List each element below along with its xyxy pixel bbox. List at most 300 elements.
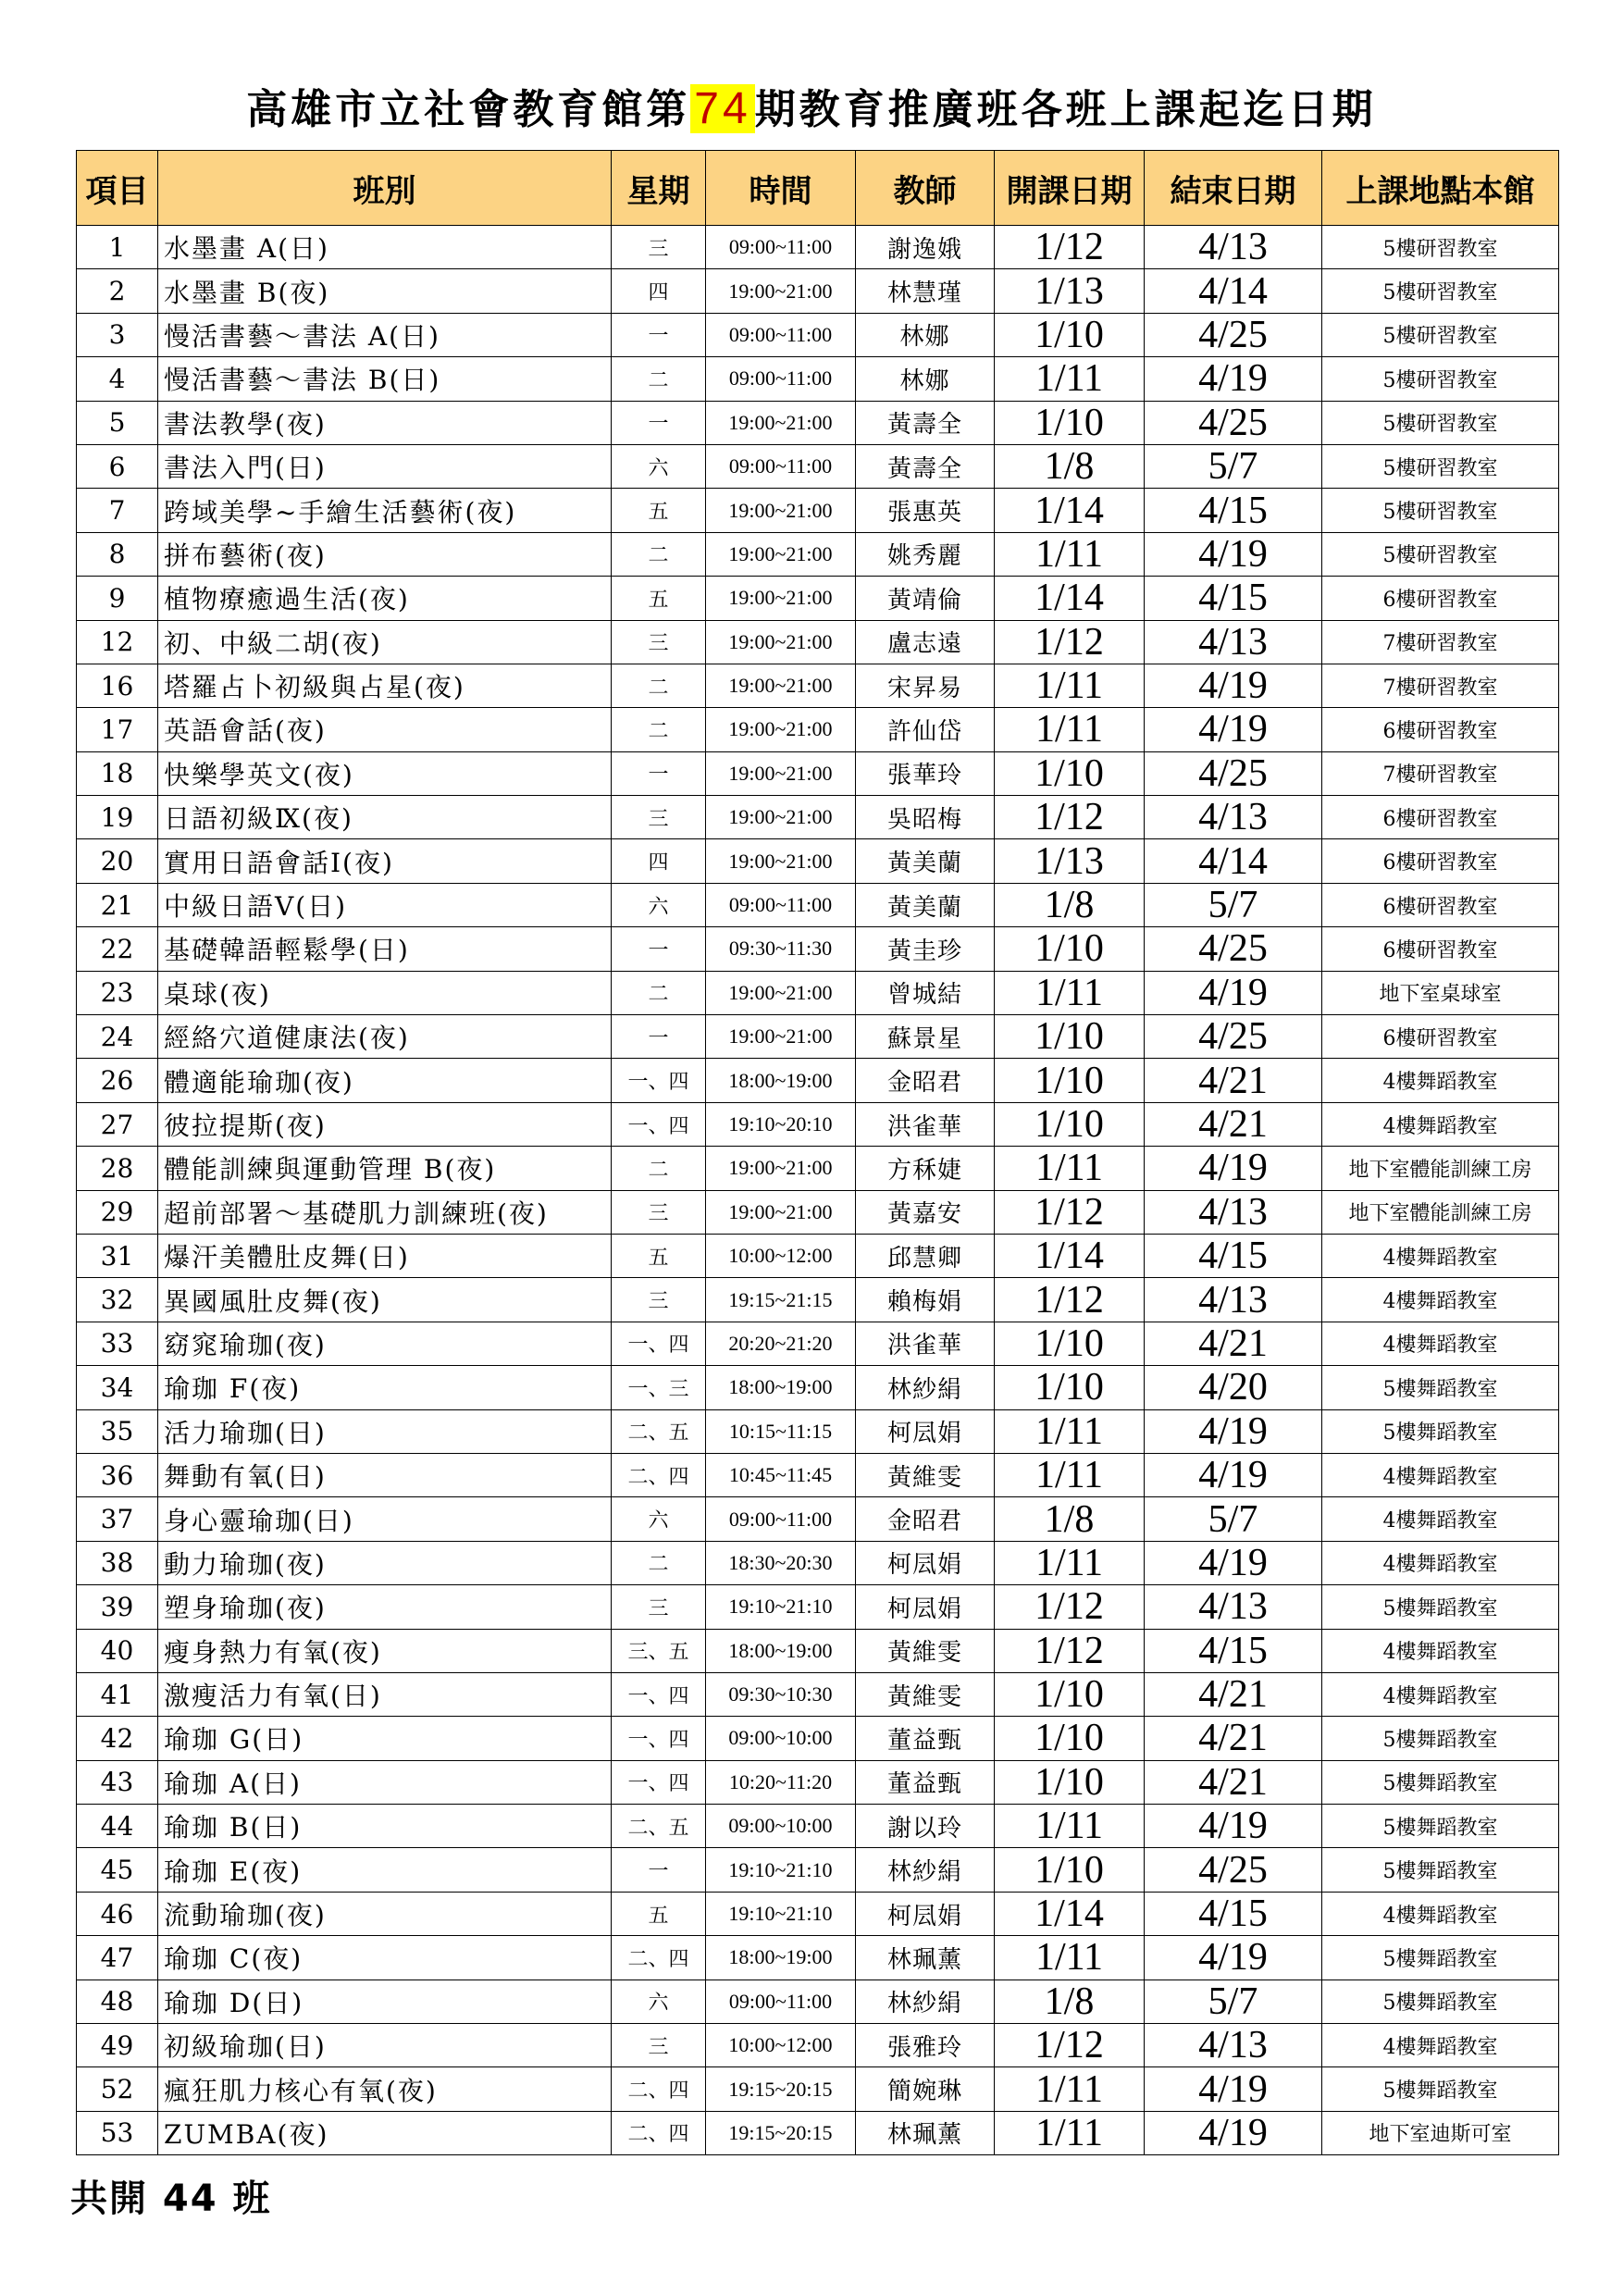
cell-location: 5樓研習教室 xyxy=(1322,269,1559,313)
cell-start-date: 1/11 xyxy=(995,971,1145,1014)
cell-class-name: 快樂學英文(夜) xyxy=(158,751,612,795)
cell-time: 19:00~21:00 xyxy=(706,1190,856,1234)
cell-location: 5樓研習教室 xyxy=(1322,313,1559,356)
cell-end-date: 4/21 xyxy=(1145,1322,1322,1365)
cell-location: 4樓舞蹈教室 xyxy=(1322,1059,1559,1102)
table-row xyxy=(77,401,1559,444)
table-row xyxy=(77,1102,1559,1146)
schedule-table xyxy=(76,150,1559,2155)
cell-weekday: 二 xyxy=(612,1541,706,1584)
table-row xyxy=(77,1672,1559,1716)
cell-start-date: 1/13 xyxy=(995,839,1145,883)
cell-weekday: 二、四 xyxy=(612,2111,706,2154)
cell-teacher: 方秝婕 xyxy=(856,1147,995,1190)
cell-start-date: 1/11 xyxy=(995,1936,1145,1980)
cell-no: 18 xyxy=(77,751,158,795)
cell-location: 5樓研習教室 xyxy=(1322,444,1559,488)
table-row xyxy=(77,1629,1559,1672)
cell-teacher: 林紗絹 xyxy=(856,1366,995,1409)
cell-weekday: 二、四 xyxy=(612,1453,706,1496)
cell-class-name: 書法教學(夜) xyxy=(158,401,612,444)
table-row xyxy=(77,1805,1559,1848)
cell-location: 5樓舞蹈教室 xyxy=(1322,1848,1559,1892)
cell-start-date: 1/14 xyxy=(995,1234,1145,1277)
cell-weekday: 一、三 xyxy=(612,1366,706,1409)
table-row xyxy=(77,796,1559,839)
cell-weekday: 一、四 xyxy=(612,1717,706,1760)
cell-teacher: 邱慧卿 xyxy=(856,1234,995,1277)
cell-no: 7 xyxy=(77,489,158,532)
cell-start-date: 1/14 xyxy=(995,489,1145,532)
cell-location: 6樓研習教室 xyxy=(1322,708,1559,751)
cell-weekday: 三 xyxy=(612,796,706,839)
total-classes: 共開 44 班 xyxy=(70,2178,272,2220)
cell-start-date: 1/12 xyxy=(995,796,1145,839)
cell-teacher: 董益甄 xyxy=(856,1760,995,1804)
cell-class-name: 瑜珈 G(日) xyxy=(158,1717,612,1760)
header-weekday: 星期 xyxy=(612,151,706,226)
cell-no: 17 xyxy=(77,708,158,751)
cell-location: 5樓舞蹈教室 xyxy=(1322,1409,1559,1453)
header-row xyxy=(77,151,1559,226)
cell-start-date: 1/12 xyxy=(995,620,1145,664)
cell-time: 19:00~21:00 xyxy=(706,751,856,795)
cell-weekday: 六 xyxy=(612,1980,706,2023)
cell-start-date: 1/12 xyxy=(995,1629,1145,1672)
cell-class-name: 中級日語Ⅴ(日) xyxy=(158,883,612,926)
cell-time: 10:20~11:20 xyxy=(706,1760,856,1804)
cell-weekday: 三 xyxy=(612,1585,706,1629)
cell-time: 09:00~10:00 xyxy=(706,1717,856,1760)
cell-teacher: 林紗絹 xyxy=(856,1980,995,2023)
cell-teacher: 簡婉琳 xyxy=(856,2067,995,2111)
cell-no: 42 xyxy=(77,1717,158,1760)
table-row xyxy=(77,751,1559,795)
cell-class-name: 瑜珈 F(夜) xyxy=(158,1366,612,1409)
cell-end-date: 4/13 xyxy=(1145,2024,1322,2067)
cell-time: 19:00~21:00 xyxy=(706,1147,856,1190)
table-row xyxy=(77,1190,1559,1234)
cell-no: 21 xyxy=(77,883,158,926)
cell-end-date: 4/19 xyxy=(1145,1541,1322,1584)
cell-start-date: 1/10 xyxy=(995,1366,1145,1409)
cell-teacher: 董益甄 xyxy=(856,1717,995,1760)
cell-start-date: 1/14 xyxy=(995,1892,1145,1935)
table-row xyxy=(77,1760,1559,1804)
table-row xyxy=(77,1541,1559,1584)
table-row xyxy=(77,1585,1559,1629)
cell-class-name: 基礎韓語輕鬆學(日) xyxy=(158,927,612,971)
cell-class-name: 身心靈瑜珈(日) xyxy=(158,1497,612,1541)
cell-start-date: 1/10 xyxy=(995,927,1145,971)
cell-weekday: 一 xyxy=(612,401,706,444)
cell-location: 5樓研習教室 xyxy=(1322,226,1559,269)
cell-no: 28 xyxy=(77,1147,158,1190)
cell-teacher: 黃圭珍 xyxy=(856,927,995,971)
table-row xyxy=(77,1497,1559,1541)
cell-start-date: 1/8 xyxy=(995,883,1145,926)
cell-start-date: 1/12 xyxy=(995,1585,1145,1629)
cell-start-date: 1/11 xyxy=(995,2067,1145,2111)
table-row xyxy=(77,1278,1559,1322)
cell-class-name: 日語初級Ⅸ(夜) xyxy=(158,796,612,839)
cell-teacher: 蘇景星 xyxy=(856,1015,995,1059)
cell-time: 18:00~19:00 xyxy=(706,1629,856,1672)
cell-location: 5樓研習教室 xyxy=(1322,489,1559,532)
page-title xyxy=(0,80,1623,140)
table-row xyxy=(77,2024,1559,2067)
cell-end-date: 4/25 xyxy=(1145,313,1322,356)
cell-teacher: 林慧瑾 xyxy=(856,269,995,313)
cell-start-date: 1/10 xyxy=(995,1322,1145,1365)
cell-time: 10:45~11:45 xyxy=(706,1453,856,1496)
cell-no: 44 xyxy=(77,1805,158,1848)
cell-location: 5樓研習教室 xyxy=(1322,357,1559,401)
cell-teacher: 林珮薰 xyxy=(856,2111,995,2154)
cell-teacher: 洪雀華 xyxy=(856,1322,995,1365)
cell-teacher: 柯凨娟 xyxy=(856,1409,995,1453)
cell-time: 19:10~21:10 xyxy=(706,1848,856,1892)
cell-location: 5樓舞蹈教室 xyxy=(1322,1760,1559,1804)
cell-end-date: 5/7 xyxy=(1145,444,1322,488)
cell-time: 19:10~21:10 xyxy=(706,1585,856,1629)
cell-time: 19:00~21:00 xyxy=(706,796,856,839)
table-body xyxy=(77,226,1559,2155)
cell-location: 5樓研習教室 xyxy=(1322,532,1559,576)
cell-no: 37 xyxy=(77,1497,158,1541)
cell-location: 5樓舞蹈教室 xyxy=(1322,1805,1559,1848)
cell-end-date: 4/20 xyxy=(1145,1366,1322,1409)
cell-class-name: 激瘦活力有氧(日) xyxy=(158,1672,612,1716)
cell-end-date: 4/21 xyxy=(1145,1102,1322,1146)
cell-end-date: 4/19 xyxy=(1145,1409,1322,1453)
cell-no: 47 xyxy=(77,1936,158,1980)
cell-end-date: 4/19 xyxy=(1145,1936,1322,1980)
cell-teacher: 黃維雯 xyxy=(856,1672,995,1716)
cell-class-name: 桌球(夜) xyxy=(158,971,612,1014)
cell-start-date: 1/10 xyxy=(995,1848,1145,1892)
cell-start-date: 1/8 xyxy=(995,1497,1145,1541)
cell-teacher: 宋昇易 xyxy=(856,664,995,707)
table-row xyxy=(77,1322,1559,1365)
cell-weekday: 五 xyxy=(612,489,706,532)
cell-no: 35 xyxy=(77,1409,158,1453)
title-prefix: 高雄市立社會教育館第 xyxy=(246,86,691,133)
cell-no: 53 xyxy=(77,2111,158,2154)
cell-end-date: 4/14 xyxy=(1145,269,1322,313)
cell-class-name: 瑜珈 A(日) xyxy=(158,1760,612,1804)
cell-time: 19:00~21:00 xyxy=(706,620,856,664)
cell-start-date: 1/11 xyxy=(995,1805,1145,1848)
cell-location: 地下室體能訓練工房 xyxy=(1322,1147,1559,1190)
cell-class-name: 舞動有氧(日) xyxy=(158,1453,612,1496)
cell-time: 09:00~11:00 xyxy=(706,1497,856,1541)
cell-weekday: 一 xyxy=(612,1848,706,1892)
cell-no: 19 xyxy=(77,796,158,839)
cell-weekday: 一、四 xyxy=(612,1059,706,1102)
cell-location: 5樓舞蹈教室 xyxy=(1322,1717,1559,1760)
cell-teacher: 柯凨娟 xyxy=(856,1892,995,1935)
cell-time: 09:30~11:30 xyxy=(706,927,856,971)
cell-weekday: 四 xyxy=(612,839,706,883)
table-row xyxy=(77,1147,1559,1190)
cell-class-name: 英語會話(夜) xyxy=(158,708,612,751)
cell-class-name: 異國風肚皮舞(夜) xyxy=(158,1278,612,1322)
cell-location: 5樓舞蹈教室 xyxy=(1322,1366,1559,1409)
cell-teacher: 黃壽全 xyxy=(856,444,995,488)
cell-location: 4樓舞蹈教室 xyxy=(1322,1629,1559,1672)
cell-start-date: 1/12 xyxy=(995,2024,1145,2067)
cell-start-date: 1/8 xyxy=(995,444,1145,488)
table-row xyxy=(77,313,1559,356)
cell-class-name: 彼拉提斯(夜) xyxy=(158,1102,612,1146)
cell-start-date: 1/12 xyxy=(995,226,1145,269)
cell-weekday: 二、四 xyxy=(612,1936,706,1980)
cell-teacher: 黃嘉安 xyxy=(856,1190,995,1234)
cell-class-name: 活力瑜珈(日) xyxy=(158,1409,612,1453)
cell-no: 39 xyxy=(77,1585,158,1629)
cell-end-date: 4/19 xyxy=(1145,708,1322,751)
cell-start-date: 1/10 xyxy=(995,401,1145,444)
cell-class-name: ZUMBA(夜) xyxy=(158,2111,612,2154)
cell-weekday: 一 xyxy=(612,313,706,356)
cell-end-date: 4/25 xyxy=(1145,1015,1322,1059)
cell-time: 20:20~21:20 xyxy=(706,1322,856,1365)
cell-end-date: 4/21 xyxy=(1145,1672,1322,1716)
cell-end-date: 4/19 xyxy=(1145,357,1322,401)
cell-teacher: 姚秀麗 xyxy=(856,532,995,576)
cell-no: 31 xyxy=(77,1234,158,1277)
cell-location: 5樓舞蹈教室 xyxy=(1322,1936,1559,1980)
cell-time: 09:00~11:00 xyxy=(706,226,856,269)
cell-class-name: 瑜珈 C(夜) xyxy=(158,1936,612,1980)
cell-teacher: 黃壽全 xyxy=(856,401,995,444)
cell-location: 4樓舞蹈教室 xyxy=(1322,1102,1559,1146)
cell-start-date: 1/11 xyxy=(995,2111,1145,2154)
cell-start-date: 1/13 xyxy=(995,269,1145,313)
cell-start-date: 1/8 xyxy=(995,1980,1145,2023)
cell-location: 6樓研習教室 xyxy=(1322,1015,1559,1059)
cell-teacher: 賴梅娟 xyxy=(856,1278,995,1322)
cell-time: 19:15~21:15 xyxy=(706,1278,856,1322)
cell-no: 26 xyxy=(77,1059,158,1102)
cell-teacher: 張華玲 xyxy=(856,751,995,795)
cell-time: 18:00~19:00 xyxy=(706,1059,856,1102)
cell-weekday: 五 xyxy=(612,1892,706,1935)
cell-teacher: 張雅玲 xyxy=(856,2024,995,2067)
cell-end-date: 4/13 xyxy=(1145,1585,1322,1629)
cell-location: 7樓研習教室 xyxy=(1322,620,1559,664)
cell-start-date: 1/12 xyxy=(995,1190,1145,1234)
cell-no: 12 xyxy=(77,620,158,664)
cell-end-date: 4/19 xyxy=(1145,971,1322,1014)
table-row xyxy=(77,708,1559,751)
cell-location: 5樓研習教室 xyxy=(1322,401,1559,444)
cell-weekday: 四 xyxy=(612,269,706,313)
header-end-date: 結束日期 xyxy=(1145,151,1322,226)
cell-location: 4樓舞蹈教室 xyxy=(1322,1541,1559,1584)
cell-class-name: 體能訓練與運動管理 B(夜) xyxy=(158,1147,612,1190)
cell-weekday: 六 xyxy=(612,444,706,488)
cell-no: 33 xyxy=(77,1322,158,1365)
cell-start-date: 1/11 xyxy=(995,1453,1145,1496)
cell-weekday: 三 xyxy=(612,1278,706,1322)
cell-weekday: 二 xyxy=(612,532,706,576)
cell-class-name: 經絡穴道健康法(夜) xyxy=(158,1015,612,1059)
cell-no: 52 xyxy=(77,2067,158,2111)
cell-location: 地下室桌球室 xyxy=(1322,971,1559,1014)
cell-no: 29 xyxy=(77,1190,158,1234)
table-row xyxy=(77,839,1559,883)
cell-location: 地下室體能訓練工房 xyxy=(1322,1190,1559,1234)
cell-start-date: 1/10 xyxy=(995,1102,1145,1146)
cell-weekday: 一、四 xyxy=(612,1672,706,1716)
cell-class-name: 塔羅占卜初級與占星(夜) xyxy=(158,664,612,707)
cell-no: 1 xyxy=(77,226,158,269)
table-header xyxy=(77,151,1559,226)
cell-start-date: 1/14 xyxy=(995,577,1145,620)
table-row xyxy=(77,971,1559,1014)
cell-weekday: 二 xyxy=(612,357,706,401)
cell-teacher: 黃美蘭 xyxy=(856,883,995,926)
cell-no: 46 xyxy=(77,1892,158,1935)
cell-class-name: 瑜珈 D(日) xyxy=(158,1980,612,2023)
table-row xyxy=(77,2067,1559,2111)
cell-start-date: 1/11 xyxy=(995,532,1145,576)
cell-location: 5樓舞蹈教室 xyxy=(1322,2067,1559,2111)
cell-weekday: 二、四 xyxy=(612,2067,706,2111)
cell-teacher: 曾城結 xyxy=(856,971,995,1014)
cell-end-date: 4/15 xyxy=(1145,1892,1322,1935)
cell-no: 40 xyxy=(77,1629,158,1672)
cell-teacher: 謝以玲 xyxy=(856,1805,995,1848)
cell-weekday: 一、四 xyxy=(612,1322,706,1365)
cell-class-name: 瘋狂肌力核心有氧(夜) xyxy=(158,2067,612,2111)
cell-end-date: 4/13 xyxy=(1145,796,1322,839)
cell-class-name: 跨域美學~手繪生活藝術(夜) xyxy=(158,489,612,532)
cell-end-date: 4/21 xyxy=(1145,1717,1322,1760)
header-location: 上課地點本館 xyxy=(1322,151,1559,226)
cell-end-date: 4/19 xyxy=(1145,2067,1322,2111)
cell-location: 5樓舞蹈教室 xyxy=(1322,1585,1559,1629)
cell-location: 5樓舞蹈教室 xyxy=(1322,1980,1559,2023)
cell-weekday: 六 xyxy=(612,883,706,926)
cell-teacher: 許仙岱 xyxy=(856,708,995,751)
table-row xyxy=(77,577,1559,620)
cell-time: 10:00~12:00 xyxy=(706,1234,856,1277)
table-row xyxy=(77,883,1559,926)
cell-end-date: 4/19 xyxy=(1145,664,1322,707)
cell-location: 4樓舞蹈教室 xyxy=(1322,1278,1559,1322)
cell-weekday: 一 xyxy=(612,751,706,795)
cell-teacher: 黃維雯 xyxy=(856,1629,995,1672)
cell-end-date: 4/19 xyxy=(1145,1453,1322,1496)
cell-start-date: 1/10 xyxy=(995,1717,1145,1760)
cell-location: 6樓研習教室 xyxy=(1322,839,1559,883)
cell-teacher: 林娜 xyxy=(856,357,995,401)
cell-time: 09:00~11:00 xyxy=(706,444,856,488)
table-row xyxy=(77,357,1559,401)
cell-class-name: 爆汗美體肚皮舞(日) xyxy=(158,1234,612,1277)
cell-weekday: 二 xyxy=(612,708,706,751)
cell-end-date: 4/21 xyxy=(1145,1760,1322,1804)
cell-weekday: 二 xyxy=(612,664,706,707)
cell-time: 19:00~21:00 xyxy=(706,971,856,1014)
cell-class-name: 慢活書藝～書法 B(日) xyxy=(158,357,612,401)
cell-end-date: 4/13 xyxy=(1145,226,1322,269)
table-row xyxy=(77,226,1559,269)
header-start-date: 開課日期 xyxy=(995,151,1145,226)
cell-end-date: 4/19 xyxy=(1145,1147,1322,1190)
cell-end-date: 4/19 xyxy=(1145,2111,1322,2154)
cell-start-date: 1/10 xyxy=(995,1672,1145,1716)
table-row xyxy=(77,1059,1559,1102)
table-row xyxy=(77,1980,1559,2023)
cell-end-date: 4/13 xyxy=(1145,1190,1322,1234)
cell-no: 38 xyxy=(77,1541,158,1584)
cell-weekday: 五 xyxy=(612,577,706,620)
cell-teacher: 林娜 xyxy=(856,313,995,356)
cell-time: 19:00~21:00 xyxy=(706,708,856,751)
cell-end-date: 4/15 xyxy=(1145,1629,1322,1672)
table-row xyxy=(77,2111,1559,2154)
cell-time: 09:00~11:00 xyxy=(706,357,856,401)
cell-end-date: 4/15 xyxy=(1145,1234,1322,1277)
cell-weekday: 二、五 xyxy=(612,1409,706,1453)
cell-weekday: 一 xyxy=(612,927,706,971)
cell-weekday: 五 xyxy=(612,1234,706,1277)
cell-class-name: 超前部署～基礎肌力訓練班(夜) xyxy=(158,1190,612,1234)
cell-class-name: 初、中級二胡(夜) xyxy=(158,620,612,664)
cell-weekday: 三 xyxy=(612,620,706,664)
cell-end-date: 4/21 xyxy=(1145,1059,1322,1102)
cell-end-date: 4/19 xyxy=(1145,532,1322,576)
table-row xyxy=(77,1892,1559,1935)
cell-start-date: 1/11 xyxy=(995,357,1145,401)
cell-time: 19:00~21:00 xyxy=(706,664,856,707)
cell-weekday: 三、五 xyxy=(612,1629,706,1672)
cell-no: 3 xyxy=(77,313,158,356)
table-row xyxy=(77,1366,1559,1409)
cell-time: 19:00~21:00 xyxy=(706,401,856,444)
cell-start-date: 1/10 xyxy=(995,1015,1145,1059)
cell-class-name: 拼布藝術(夜) xyxy=(158,532,612,576)
cell-time: 19:00~21:00 xyxy=(706,269,856,313)
cell-end-date: 4/25 xyxy=(1145,1848,1322,1892)
cell-time: 18:00~19:00 xyxy=(706,1936,856,1980)
cell-teacher: 黃維雯 xyxy=(856,1453,995,1496)
cell-location: 4樓舞蹈教室 xyxy=(1322,1497,1559,1541)
cell-end-date: 4/19 xyxy=(1145,1805,1322,1848)
cell-weekday: 三 xyxy=(612,2024,706,2067)
cell-time: 18:30~20:30 xyxy=(706,1541,856,1584)
cell-no: 22 xyxy=(77,927,158,971)
cell-start-date: 1/10 xyxy=(995,751,1145,795)
cell-end-date: 4/15 xyxy=(1145,577,1322,620)
cell-no: 9 xyxy=(77,577,158,620)
cell-class-name: 植物療癒過生活(夜) xyxy=(158,577,612,620)
cell-no: 43 xyxy=(77,1760,158,1804)
cell-teacher: 林珮薰 xyxy=(856,1936,995,1980)
cell-time: 19:00~21:00 xyxy=(706,839,856,883)
cell-time: 19:10~21:10 xyxy=(706,1892,856,1935)
cell-time: 09:00~10:00 xyxy=(706,1805,856,1848)
cell-teacher: 洪雀華 xyxy=(856,1102,995,1146)
cell-location: 4樓舞蹈教室 xyxy=(1322,1892,1559,1935)
cell-weekday: 一、四 xyxy=(612,1760,706,1804)
cell-start-date: 1/10 xyxy=(995,1059,1145,1102)
header-name: 班別 xyxy=(158,151,612,226)
